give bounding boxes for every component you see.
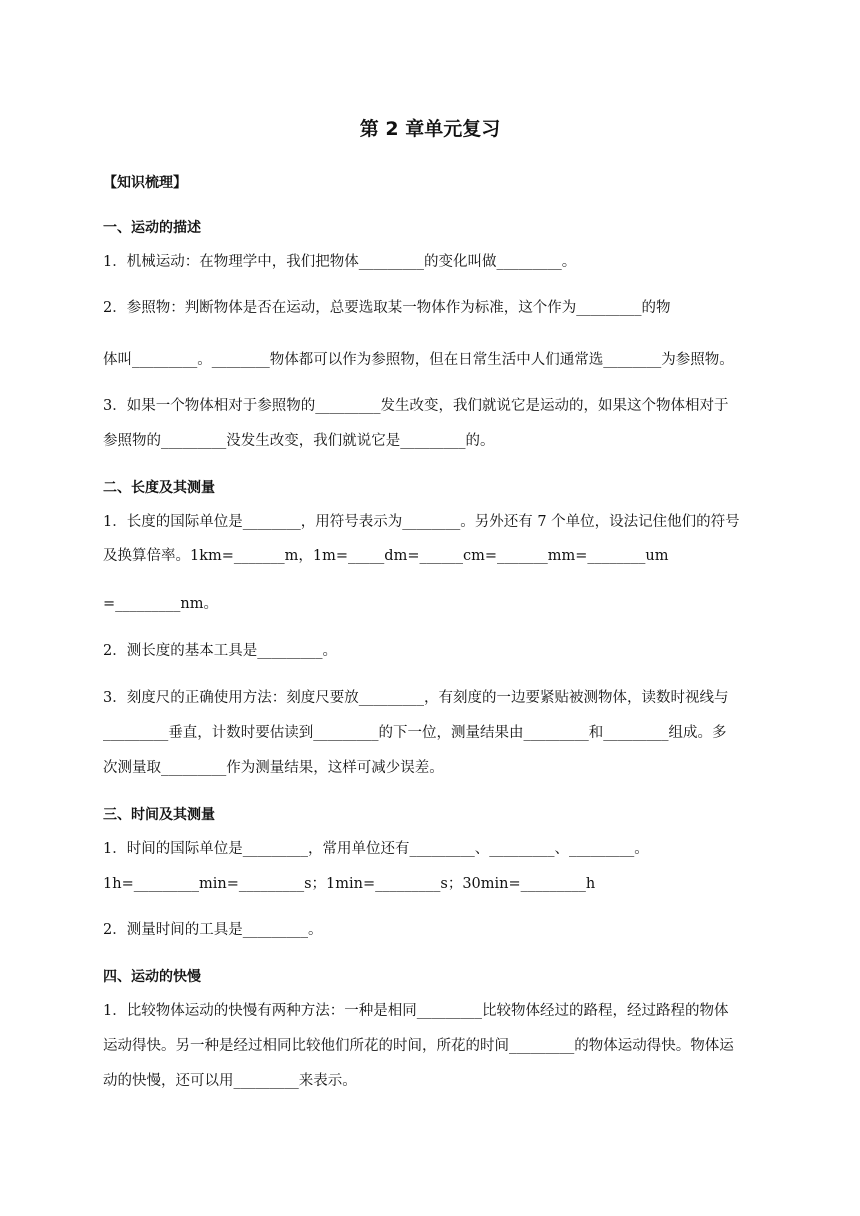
text-line: 3．刻度尺的正确使用方法：刻度尺要放_________，有刻度的一边要紧贴被测物体，读数时视线与 [103, 690, 729, 706]
text-line: =_________nm。 [103, 596, 218, 612]
text-line: 1h=_________min=_________s；1min=_________s；30min=_________h [103, 876, 596, 892]
text-line: 2．测长度的基本工具是_________。 [103, 643, 337, 659]
text-line: 动的快慢，还可以用_________来表示。 [103, 1073, 357, 1089]
text-line: 运动得快。另一种是经过相同比较他们所花的时间，所花的时间_________的物体运动得快。物体运 [103, 1038, 734, 1054]
text-line: 2．参照物：判断物体是否在运动，总要选取某一物体作为标准，这个作为_________的物 [103, 300, 671, 316]
text-line: 及换算倍率。1km=_______m，1m=_____dm=______cm=_______mm=________um [103, 548, 669, 564]
section-heading: 一、运动的描述 [103, 220, 201, 236]
page-title: 第 2 章单元复习 [359, 118, 501, 140]
section-heading: 四、运动的快慢 [103, 969, 201, 985]
text-line: _________垂直，计数时要估读到_________的下一位，测量结果由_________和_________组成。多 [103, 725, 727, 741]
text-line: 3．如果一个物体相对于参照物的_________发生改变，我们就说它是运动的，如果这个物体相对于 [103, 398, 729, 414]
text-line: 参照物的_________没发生改变，我们就说它是_________的。 [103, 433, 495, 449]
text-line: 1．比较物体运动的快慢有两种方法：一种是相同_________比较物体经过的路程，经过路程的物体 [103, 1003, 729, 1019]
section-heading: 二、长度及其测量 [103, 480, 215, 496]
text-line: 1．时间的国际单位是_________，常用单位还有_________、_________、_________。 [103, 841, 649, 857]
text-line: 1．机械运动：在物理学中，我们把物体_________的变化叫做_________。 [103, 254, 577, 270]
text-line: 1．长度的国际单位是________，用符号表示为________。另外还有 7 个单位，设法记住他们的符号 [103, 514, 740, 530]
text-line: 体叫_________。________物体都可以作为参照物，但在日常生活中人们通常选________为参照物。 [103, 352, 734, 368]
text-line: 2．测量时间的工具是_________。 [103, 922, 323, 938]
section-heading: 三、时间及其测量 [103, 807, 215, 823]
section-label: 【知识梳理】 [103, 175, 187, 191]
text-line: 次测量取_________作为测量结果，这样可减少误差。 [103, 760, 444, 776]
